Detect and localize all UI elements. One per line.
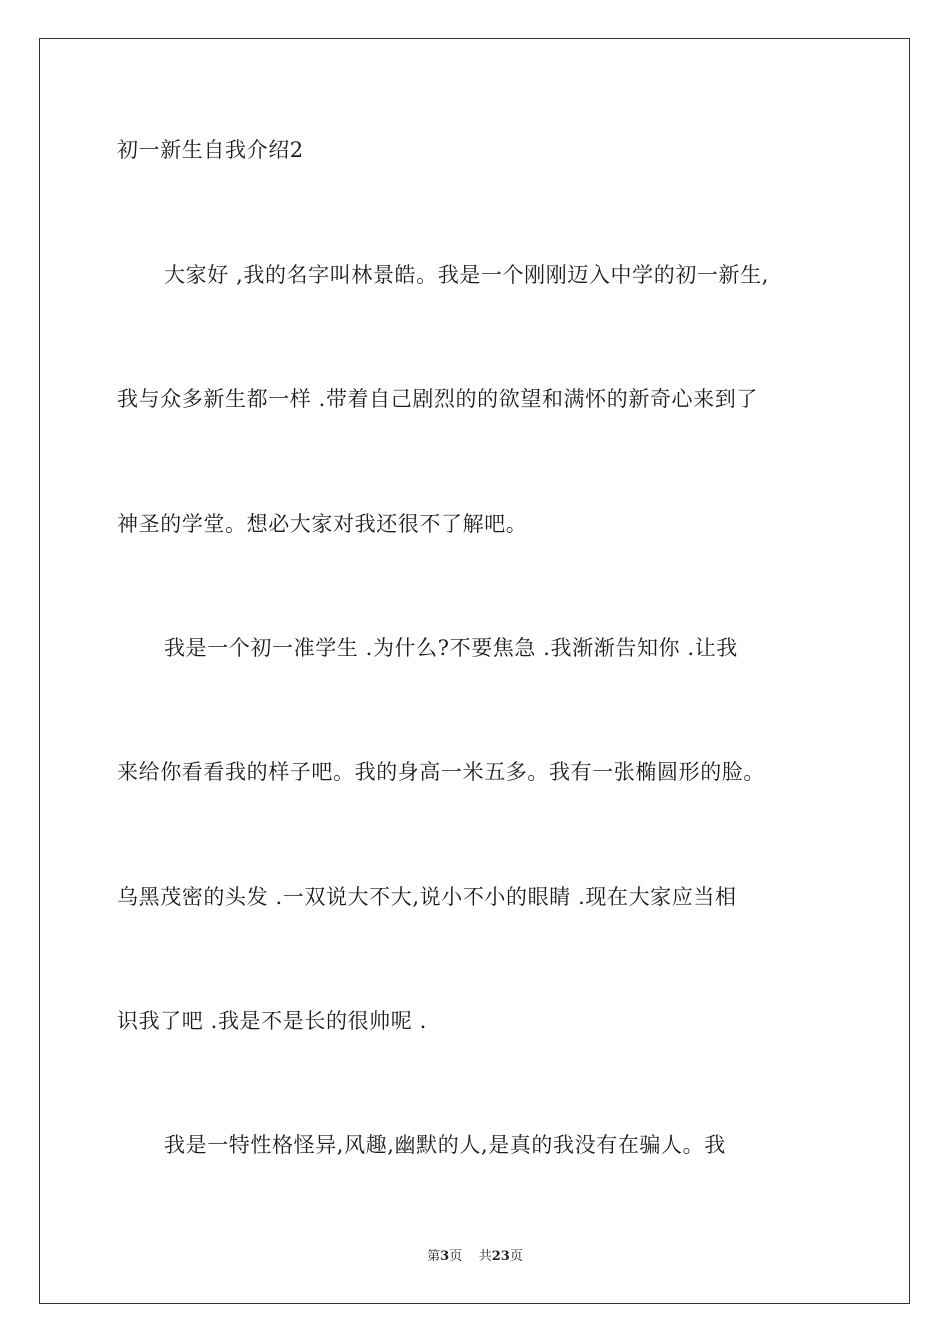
paragraph-1-line-3: 神圣的学堂。想必大家对我还很不了解吧。 xyxy=(117,512,528,536)
page-number: 3 xyxy=(440,1249,450,1264)
paragraph-1-line-1: 大家好 ,我的名字叫林景皓。我是一个刚刚迈入中学的初一新生, xyxy=(164,263,770,287)
total-suffix: 页 xyxy=(509,1249,523,1264)
page-footer xyxy=(0,1248,950,1266)
paragraph-2-line-1: 我是一个初一准学生 .为什么?不要焦急 .我渐渐告知你 .让我 xyxy=(164,636,738,660)
page-prefix: 第 xyxy=(427,1249,441,1264)
total-pages: 23 xyxy=(491,1249,510,1264)
page-suffix: 页 xyxy=(449,1249,463,1264)
paragraph-2-line-3: 乌黑茂密的头发 .一双说大不大,说小不小的眼睛 .现在大家应当相 xyxy=(117,885,737,909)
paragraph-2-line-2: 来给你看看我的样子吧。我的身高一米五多。我有一张椭圆形的脸。 xyxy=(117,760,765,784)
paragraph-2-line-4: 识我了吧 .我是不是长的很帅呢 . xyxy=(117,1009,427,1033)
total-prefix: 共 xyxy=(478,1249,492,1264)
paragraph-3-line-1: 我是一特性格怪异,风趣,幽默的人,是真的我没有在骗人。我 xyxy=(164,1133,726,1157)
document-title: 初一新生自我介绍2 xyxy=(117,138,304,162)
paragraph-1-line-2: 我与众多新生都一样 .带着自己剧烈的的欲望和满怀的新奇心来到了 xyxy=(117,387,758,411)
page-border xyxy=(39,38,910,1304)
